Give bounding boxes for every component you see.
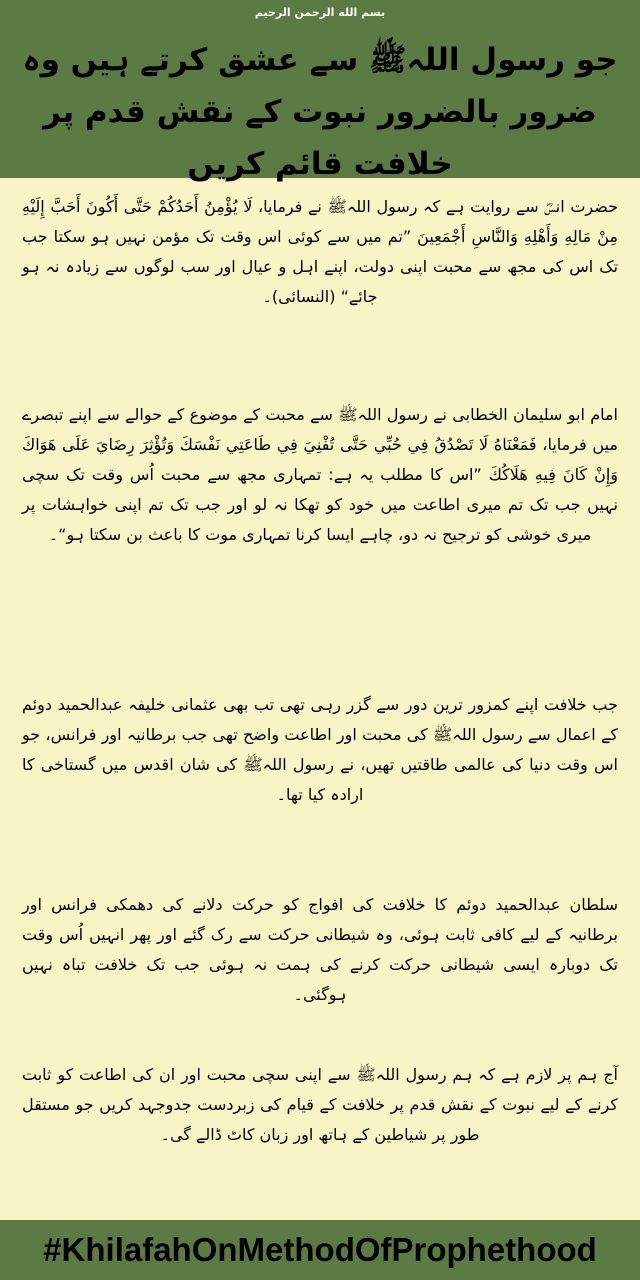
hashtag-text: #KhilafahOnMethodOfProphethood [43,1231,597,1268]
header-banner [0,0,640,182]
paragraph-hadith-anas: حضرت انسؓ سے روایت ہے کہ رسول اللہﷺ نے فرمایا، لَا يُؤْمِنُ أَحَدُكُمْ حَتَّى أَكُونَ أَحَبَّ إِلَيْهِ مِنْ مَالِهِ وَأَهْلِهِ وَالنَّاسِ أَجْمَعِينَ ”تم میں سے کوئی اس وقت تک مؤمن نہیں ہو سکتا جب تک اس کی مجھ سے محبت اپنی دولت، اپنے اہل و عیال اور سب لوگوں سے زیادہ نہ ہو جائے“ (النسائی)۔ [22,197,618,306]
article-body [0,178,640,1220]
bismillah-text: بسم الله الرحمن الرحيم [254,6,386,19]
paragraph-sultan-threat: سلطان عبدالحمید دوئم کا خلافت کی افواج کو حرکت دلانے کی دھمکی فرانس اور برطانیہ کے لیے کافی ثابت ہوئی، وہ شیطانی حرکت سے رک گئے اور پھر انہیں اُس وقت تک دوبارہ ایسی شیطانی حرکت کرنے کی ہمت نہ ہوئی جب تک خلافت تباہ نہیں ہوگئی۔ [22,895,618,1004]
paragraph-abdulhamid-history: جب خلافت اپنے کمزور ترین دور سے گزر رہی تھی تب بھی عثمانی خلیفہ عبدالحمید دوئم کے اعمال سے رسول اللہﷺ کی محبت اور اطاعت واضح تھی جب برطانیہ اور فرانس، جو اس وقت دنیا کی عالمی طاقتیں تھیں، نے رسول اللہﷺ کی شان اقدس میں گستاخی کا ارادہ کیا تھا۔ [22,695,618,804]
footer-banner [0,1220,640,1280]
paragraph-khattabi-commentary: امام ابو سلیمان الخطابی نے رسول اللہﷺ سے محبت کے موضوع کے حوالے سے اپنے تبصرے میں فرمایا، فَمَعْنَاهُ لَا تَصْدُقُ فِي حُبِّي حَتَّى تُفْنِيَ فِي طَاعَتِي نَفْسَكَ وَتُؤْثِرَ رِضَايَ عَلَى هَوَاكَ وَإِنْ كَانَ فِيهِ هَلَاكُكَ ”اس کا مطلب یہ ہے: تمہاری مجھ سے محبت اُس وقت تک سچی نہیں جب تک تم میری اطاعت میں خود کو تھکا نہ لو اور جب تک تم اپنی خواہشات پر میری خوشی کو ترجیح نہ دو، چاہے ایسا کرنا تمہاری موت کا باعث بن سکتا ہو“۔ [22,405,618,544]
page-title: جو رسول اللہﷺ سے عشق کرتے ہیں وہ ضرور بالضرور نبوت کے نقش قدم پر خلافت قائم کریں [22,42,618,182]
paragraph-call-to-action: آج ہم پر لازم ہے کہ ہم رسول اللہﷺ سے اپنی سچی محبت اور ان کی اطاعت کو ثابت کرنے کے لیے نبوت کے نقش قدم پر خلافت کے قیام کی زبردست جدوجہد کریں جو مستقل طور پر شیاطین کے ہاتھ اور زبان کاٹ ڈالے گی۔ [22,1065,618,1144]
